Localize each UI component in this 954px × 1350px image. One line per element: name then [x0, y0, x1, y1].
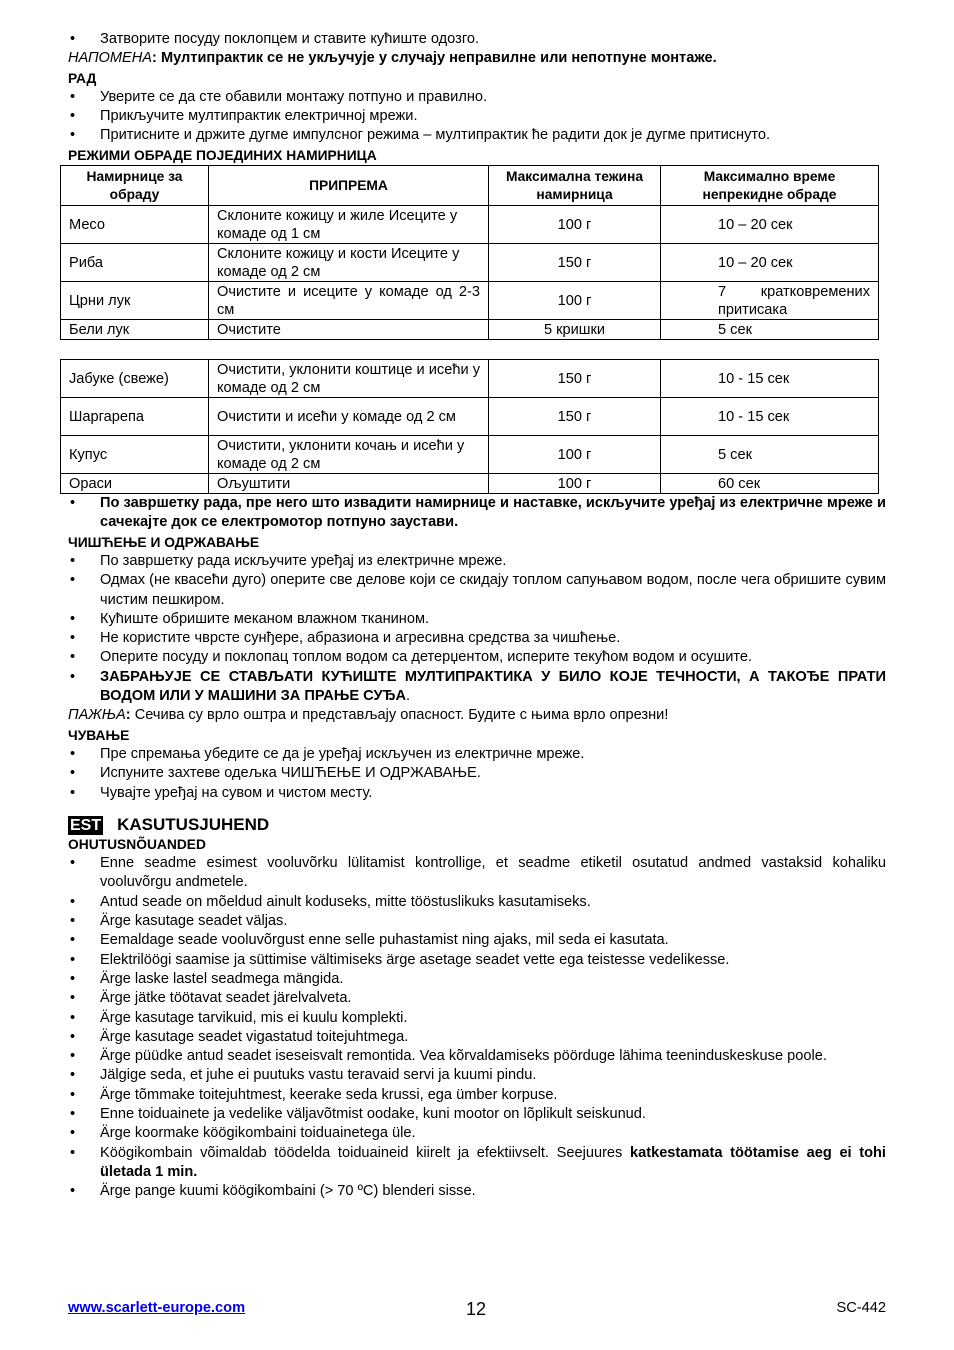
cell-weight: 5 кришки: [489, 320, 661, 340]
header-prep: ПРИПРЕМА: [209, 166, 489, 206]
bullet-item: [68, 494, 886, 533]
page-footer: [68, 1297, 886, 1321]
note-paragraph: [68, 49, 886, 68]
bullet-item: • Ärge koormake köögikombaini toiduainetega üle.: [68, 1124, 886, 1143]
note-colon: :: [152, 50, 157, 67]
forbid-warning: ЗАБРАЊУЈЕ СЕ СТАВЉАТИ КУЋИШТЕ МУЛТИПРАКТИКА У БИЛО КОЈЕ ТЕЧНОСТИ, А ТАКОЂЕ ПРАТИ ВОДОМ ИЛИ У МАШИНИ ЗА ПРАЊЕ СУЂА: [100, 668, 886, 705]
cell-time: 10 – 20 сек: [661, 206, 879, 244]
est-title: KASUTUSJUHEND: [117, 814, 270, 834]
cell-food: Купус: [61, 436, 209, 474]
bullet-item: • Ärge laske lastel seadmega mängida.: [68, 970, 886, 989]
bullet-item: [68, 668, 886, 707]
cell-food: Ораси: [61, 474, 209, 494]
cell-time: 10 - 15 сек: [661, 398, 879, 436]
cell-prep: Склоните кожицу и кости Исеците у комаде од 2 см: [209, 244, 489, 282]
bullet-item: • Ärge pange kuumi köögikombaini (> 70 ºC) blenderi sisse.: [68, 1182, 886, 1201]
cell-weight: 150 г: [489, 398, 661, 436]
est-section-title: [68, 815, 886, 835]
table-row: [61, 474, 879, 494]
section-heading-modes: РЕЖИМИ ОБРАДЕ ПОЈЕДИНИХ НАМИРНИЦА: [68, 147, 377, 163]
bullet-item: • Jälgige seda, et juhe ei puutuks vastu teravaid servi ja kuumi pindu.: [68, 1066, 886, 1085]
cell-food: Бели лук: [61, 320, 209, 340]
bullet-item: • Ärge kasutage tarvikuid, mis ei kuulu komplekti.: [68, 1009, 886, 1028]
cell-weight: 100 г: [489, 474, 661, 494]
cell-prep: Очистите: [209, 320, 489, 340]
bullet-item: • По завршетку рада искључите уређај из електричне мреже.: [68, 552, 886, 571]
warning-text: Сечива су врло оштра и представљају опасност. Будите с њима врло опрезни!: [130, 707, 669, 724]
processing-table-continued: [60, 359, 879, 494]
processing-table: [60, 165, 879, 340]
note-label: НАПОМЕНА: [68, 50, 153, 67]
cell-weight: 150 г: [489, 244, 661, 282]
bullet-item: • Пре спремања убедите се да је уређај искључен из електричне мреже.: [68, 745, 886, 764]
bullet-item: • Enne toiduainete ja vedelike väljavõtmist oodake, kuni mootor on lõplikult seiskunud.: [68, 1105, 886, 1124]
table-row: [61, 282, 879, 320]
warning-paragraph: [68, 706, 886, 725]
bullet-item: • Не користите чврсте сунђере, абразиона и агресивна средства за чишћење.: [68, 629, 886, 648]
cell-time: 7 кратковремених притисака: [661, 282, 879, 320]
header-weight: Максимална тежина намирница: [489, 166, 661, 206]
section-heading-safety: OHUTUSNÕUANDED: [68, 836, 206, 852]
bullet-item: • Ärge püüdke antud seadet iseseisvalt remontida. Vea kõrvaldamiseks pöörduge lähima teeninduskeskuse poole.: [68, 1047, 886, 1066]
header-food: Намирнице за обраду: [61, 166, 209, 206]
est-language-badge: EST: [70, 816, 102, 834]
bullet-item: • Уверите се да сте обавили монтажу потпуно и правилно.: [68, 88, 886, 107]
warning-colon: :: [125, 707, 131, 724]
finish-warning: По завршетку рада, пре него што извадити намирнице и наставке, искључите уређај из електричне мреже и сачекајте док се електромотор потпуно заустави.: [100, 495, 886, 531]
cell-weight: 150 г: [489, 360, 661, 398]
bullet-item: • Enne seadme esimest vooluvõrku lülitamist kontrollige, et seadme etiketil osutatud andmed vastaksid kohaliku vooluvõrgu andmetele.: [68, 854, 886, 893]
section-heading-rad: РАД: [68, 70, 97, 86]
cell-time: 60 сек: [661, 474, 879, 494]
bullet-item: • Ärge tõmmake toitejuhtmest, keerake seda krussi, ega ümber korpuse.: [68, 1086, 886, 1105]
bullet-item: • Кућиште обришите меканом влажном тканином.: [68, 610, 886, 629]
bullet-item: • Ärge jätke töötavat seadet järelvalveta.: [68, 989, 886, 1008]
section-heading-storage: ЧУВАЊЕ: [68, 727, 130, 743]
table-row: [61, 244, 879, 282]
cell-time: 10 – 20 сек: [661, 244, 879, 282]
table-row: [61, 320, 879, 340]
bullet-item: • Оперите посуду и поклопац топлом водом са детерџентом, исперите текућом водом и осушите.: [68, 648, 886, 667]
cell-food: Месо: [61, 206, 209, 244]
forbid-dot: .: [406, 688, 411, 705]
bullet-item: • Ärge kasutage seadet väljas.: [68, 912, 886, 931]
bullet-item: • Ärge kasutage seadet vigastatud toitejuhtmega.: [68, 1028, 886, 1047]
table-row: [61, 436, 879, 474]
bullet-item: • Antud seade on mõeldud ainult koduseks, mitte tööstuslikuks kasutamiseks.: [68, 893, 886, 912]
table-header-row: [61, 166, 879, 206]
header-time: Максимално време непрекидне обраде: [661, 166, 879, 206]
bullet-item: • Испуните захтеве одељка ЧИШЋЕЊЕ И ОДРЖАВАЊЕ.: [68, 764, 886, 783]
warning-label: ПАЖЊА: [68, 707, 126, 724]
cell-weight: 100 г: [489, 436, 661, 474]
cell-time: 5 сек: [661, 436, 879, 474]
bullet-item: • Притисните и држите дугме импулсног режима – мултипрактик ће радити док је дугме притиснуто.: [68, 126, 886, 145]
cell-food: Црни лук: [61, 282, 209, 320]
combine-limit: katkestamata töötamise aeg ei tohi ületada 1 min.: [100, 1144, 886, 1180]
cell-prep: Ољуштити: [209, 474, 489, 494]
table-row: [61, 206, 879, 244]
table-row: [61, 360, 879, 398]
cell-food: Јабуке (свеже): [61, 360, 209, 398]
bullet-item: • Чувајте уређај на сувом и чистом месту.: [68, 784, 886, 803]
page-number: 12: [466, 1299, 487, 1319]
note-text: Мултипрактик се не укључује у случају неправилне или непотпуне монтаже.: [156, 50, 717, 67]
cell-prep: Очистити, уклонити коштице и исећи у комаде од 2 см: [209, 360, 489, 398]
cell-prep: Очистити, уклонити кочањ и исећи у комаде од 2 см: [209, 436, 489, 474]
cell-time: 5 сек: [661, 320, 879, 340]
bullet-item: • Одмах (не квасећи дуго) оперите све делове који се скидају топлом сапуњавом водом, после чега обришите сувим чистим пешкиром.: [68, 571, 886, 610]
bullet-item: • Elektrilöögi saamise ja süttimise vältimiseks ärge asetage seadet vette ega teistesse vedelikesse.: [68, 951, 886, 970]
cell-prep: Склоните кожицу и жиле Исеците у комаде од 1 см: [209, 206, 489, 244]
model-number: SC-442: [836, 1300, 886, 1316]
cell-time: 10 - 15 сек: [661, 360, 879, 398]
section-heading-cleaning: ЧИШЋЕЊЕ И ОДРЖАВАЊЕ: [68, 534, 260, 550]
cell-weight: 100 г: [489, 282, 661, 320]
bullet-item: • Прикључите мултипрактик електричној мрежи.: [68, 107, 886, 126]
bullet-item: [68, 1144, 886, 1183]
cell-food: Риба: [61, 244, 209, 282]
cell-prep: Очистите и исеците у комаде од 2-3 см: [209, 282, 489, 320]
bullet-item: • Затворите посуду поклопцем и ставите кућиште одозго.: [68, 30, 886, 49]
cell-weight: 100 г: [489, 206, 661, 244]
bullet-item: • Eemaldage seade vooluvõrgust enne selle puhastamist ning ajaks, mil seda ei kasutata.: [68, 931, 886, 950]
website-link[interactable]: www.scarlett-europe.com: [68, 1300, 246, 1316]
cell-prep: Очистити и исећи у комаде од 2 см: [209, 398, 489, 436]
combine-text: Köögikombain võimaldab töödelda toiduaineid kiirelt ja efektiivselt. Seejuures: [100, 1144, 630, 1161]
table-row: [61, 398, 879, 436]
manual-page: [68, 30, 886, 1201]
cell-food: Шаргарепа: [61, 398, 209, 436]
